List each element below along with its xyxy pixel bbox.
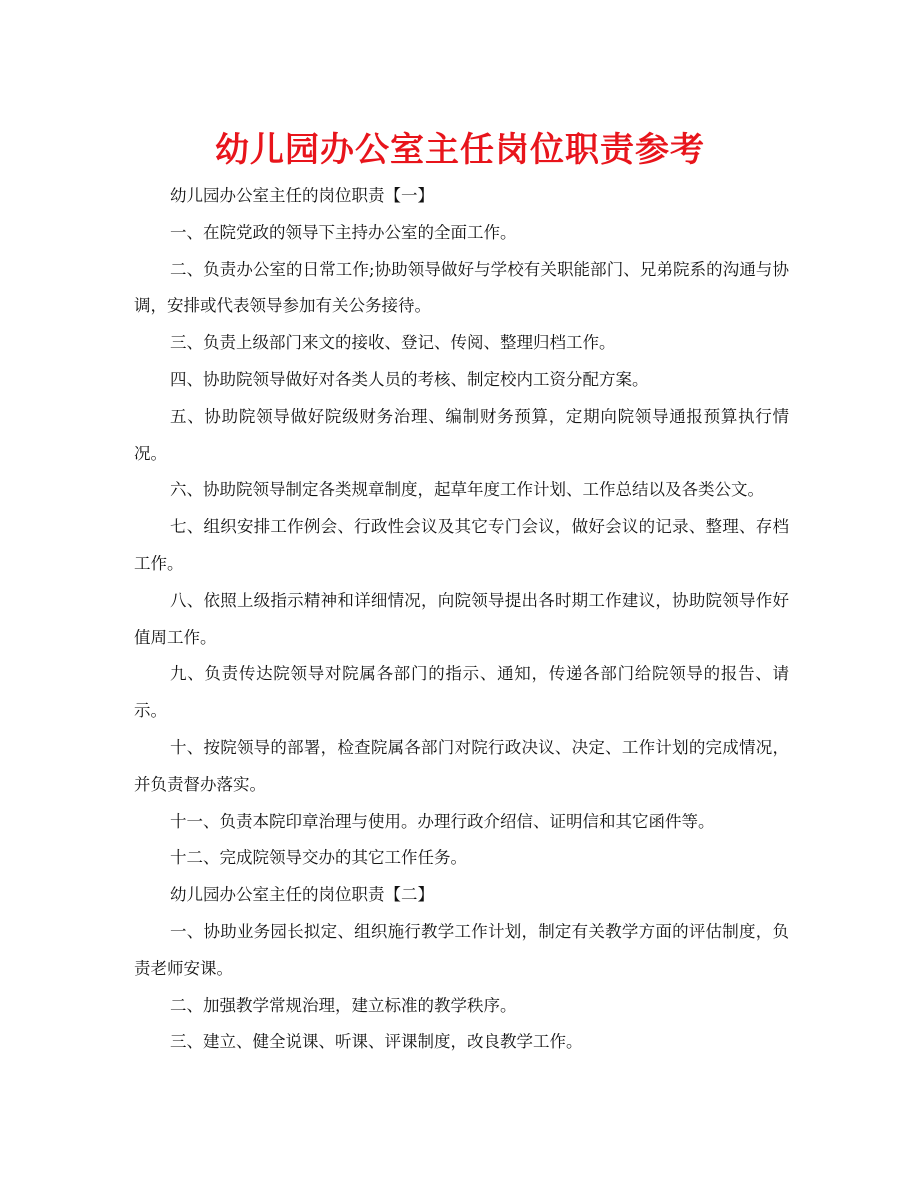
paragraph-duty-9: 九、负责传达院领导对院属各部门的指示、通知，传递各部门给院领导的报告、请示。 bbox=[134, 664, 789, 721]
paragraph-duty-2-3: 三、建立、健全说课、听课、评课制度，改良教学工作。 bbox=[170, 1032, 583, 1052]
paragraph-duty-5: 五、协助院领导做好院级财务治理、编制财务预算，定期向院领导通报预算执行情况。 bbox=[134, 406, 789, 463]
paragraph-duty-2-2: 二、加强教学常规治理，建立标准的教学秩序。 bbox=[170, 995, 517, 1015]
paragraph-duty-8: 八、依照上级指示精神和详细情况，向院领导提出各时期工作建议，协助院领导作好值周工作。 bbox=[134, 590, 789, 647]
paragraph-duty-2-1: 一、协助业务园长拟定、组织施行教学工作计划，制定有关教学方面的评估制度，负责老师安课。 bbox=[134, 921, 789, 978]
paragraph-section-heading-1: 幼儿园办公室主任的岗位职责【一】 bbox=[170, 186, 434, 205]
paragraph-duty-3: 三、负责上级部门来文的接收、登记、传阅、整理归档工作。 bbox=[170, 333, 616, 353]
paragraph-section-heading-2: 幼儿园办公室主任的岗位职责【二】 bbox=[170, 885, 434, 905]
paragraph-duty-7: 七、组织安排工作例会、行政性会议及其它专门会议，做好会议的记录、整理、存档工作。 bbox=[134, 517, 789, 573]
paragraph-duty-12: 十二、完成院领导交办的其它工作任务。 bbox=[170, 848, 467, 868]
paragraph-duty-11: 十一、负责本院印章治理与使用。办理行政介绍信、证明信和其它函件等。 bbox=[170, 811, 715, 831]
paragraph-duty-2: 二、负责办公室的日常工作;协助领导做好与学校有关职能部门、兄弟院系的沟通与协调，安排或代表领导参加有关公务接待。 bbox=[134, 259, 789, 316]
document-body bbox=[134, 178, 789, 1061]
paragraph-duty-4: 四、协助院领导做好对各类人员的考核、制定校内工资分配方案。 bbox=[170, 369, 649, 389]
document-title: 幼儿园办公室主任岗位职责参考 bbox=[215, 130, 705, 170]
paragraph-duty-6: 六、协助院领导制定各类规章制度，起草年度工作计划、工作总结以及各类公文。 bbox=[170, 480, 764, 500]
paragraph-duty-1: 一、在院党政的领导下主持办公室的全面工作。 bbox=[170, 222, 517, 242]
paragraph-duty-10: 十、按院领导的部署，检查院属各部门对院行政决议、决定、工作计划的完成情况，并负责督办落实。 bbox=[134, 737, 789, 794]
